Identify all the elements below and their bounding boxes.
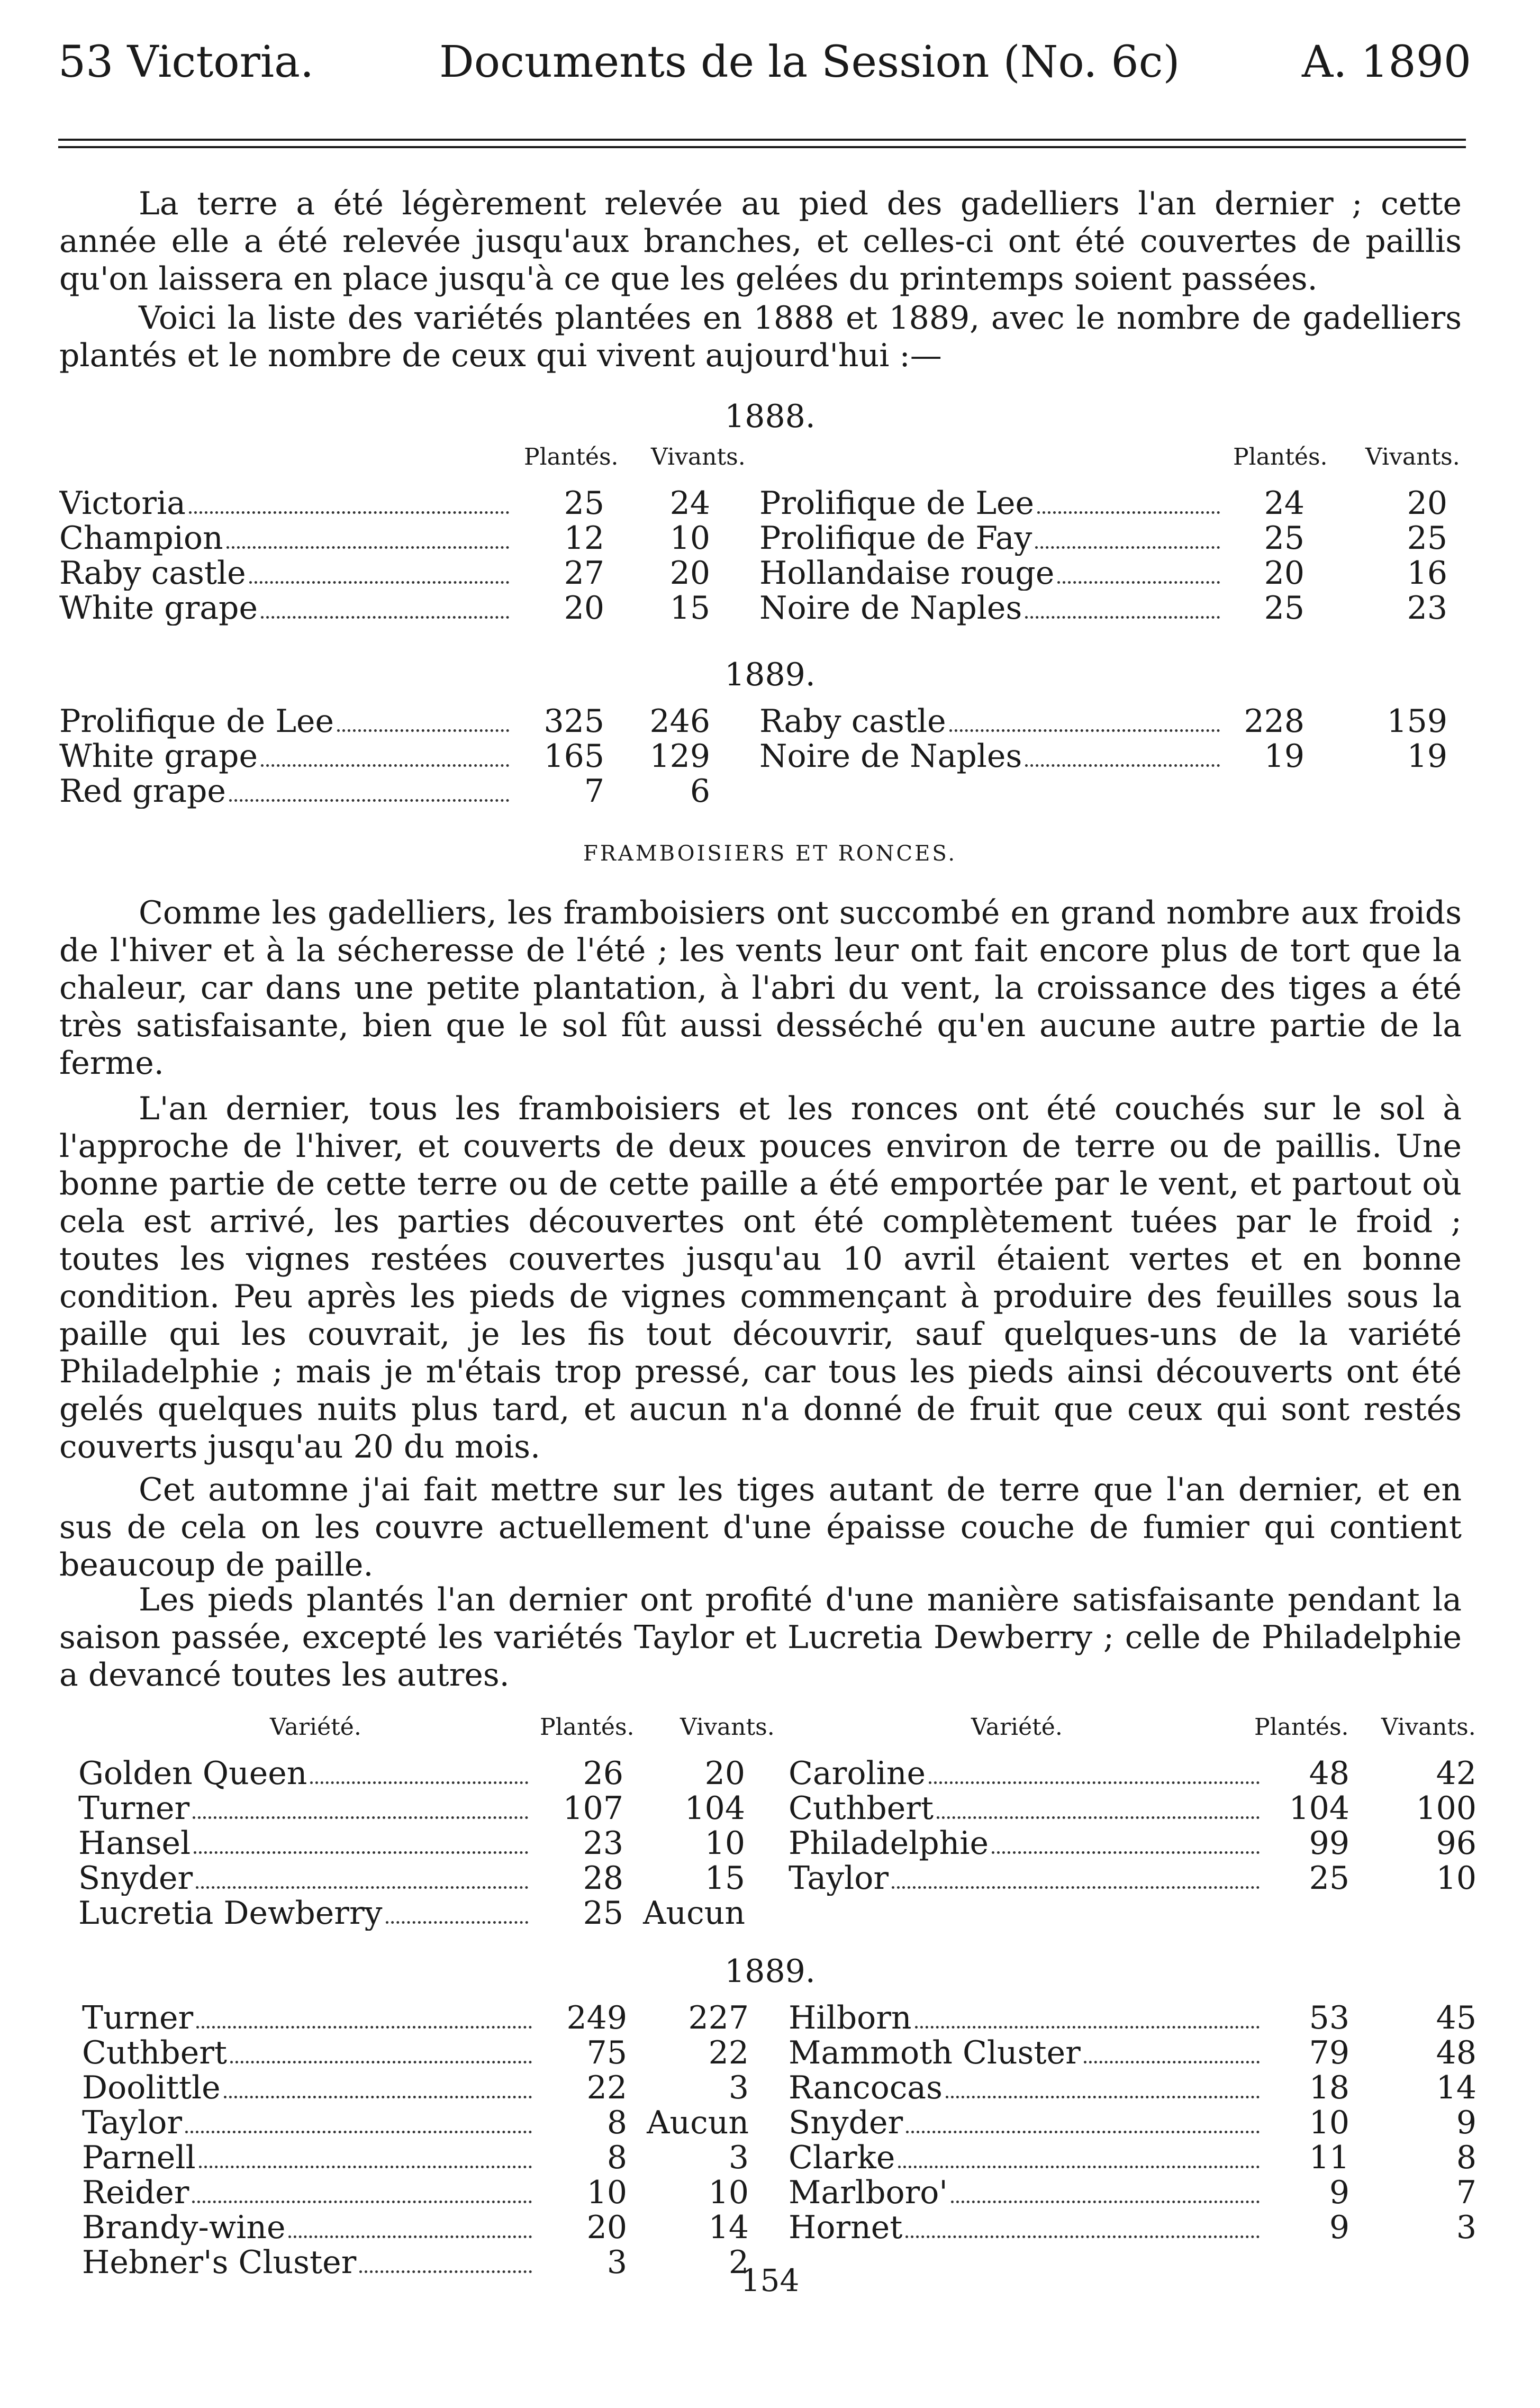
planted-value: 25 xyxy=(583,1895,623,1932)
planted-value: 8 xyxy=(606,2139,627,2176)
variety-cell xyxy=(789,2175,1275,2210)
variety-name: Victoria xyxy=(59,486,189,521)
variety-cell xyxy=(789,2140,1275,2175)
dot-leader xyxy=(1057,581,1220,584)
variety-cell xyxy=(59,591,525,626)
variety-name: Prolifique de Lee xyxy=(59,704,337,739)
variety-cell xyxy=(82,2000,548,2035)
table-row xyxy=(78,1861,745,1896)
section-title: FRAMBOISIERS ET RONCES. xyxy=(583,841,957,866)
variety-name: Snyder xyxy=(78,1861,196,1896)
col-planted-left: Plantés. xyxy=(540,1714,635,1741)
table-row xyxy=(78,1756,745,1791)
dot-leader xyxy=(1037,511,1220,514)
dot-leader xyxy=(249,581,509,584)
variety-cell xyxy=(789,1791,1275,1826)
variety-name: Turner xyxy=(82,2000,196,2035)
planted-value: 26 xyxy=(583,1755,623,1792)
col-variety-right: Variété. xyxy=(971,1714,1063,1741)
dot-leader xyxy=(193,1816,528,1819)
variety-name: Rancocas xyxy=(789,2070,946,2105)
col-planted-right: Plantés. xyxy=(1254,1714,1349,1741)
table-row xyxy=(78,1896,745,1931)
planted-value: 19 xyxy=(1264,738,1305,775)
living-value: 45 xyxy=(1436,1999,1476,2036)
raspberries-b-left-table xyxy=(82,2000,749,2280)
dot-leader xyxy=(1084,2061,1260,2063)
variety-name: Hornet xyxy=(789,2210,905,2245)
table-row xyxy=(59,486,710,521)
table-row xyxy=(759,521,1447,556)
table-row xyxy=(78,1791,745,1826)
variety-name: Lucretia Dewberry xyxy=(78,1896,386,1931)
planted-value: 9 xyxy=(1329,2174,1349,2211)
living-value: Aucun xyxy=(643,1895,745,1932)
living-value: 3 xyxy=(728,2139,749,2176)
col-living-left-1888: Vivants. xyxy=(651,443,746,470)
living-value: 19 xyxy=(1407,738,1447,775)
variety-cell xyxy=(789,2000,1275,2035)
table-row xyxy=(59,521,710,556)
variety-cell xyxy=(59,486,525,521)
variety-cell xyxy=(789,2210,1275,2245)
paragraph-6 xyxy=(59,1581,1462,1694)
table-row xyxy=(78,1826,745,1861)
currants-1889-right-table xyxy=(759,704,1447,774)
variety-cell xyxy=(759,704,1236,739)
dot-leader xyxy=(229,799,509,802)
table-row xyxy=(759,591,1447,626)
table-row xyxy=(59,739,710,774)
living-value: 10 xyxy=(1436,1860,1476,1897)
planted-value: 25 xyxy=(1309,1860,1349,1897)
dot-leader xyxy=(1035,546,1220,549)
living-value: 14 xyxy=(708,2209,749,2246)
col-living-right: Vivants. xyxy=(1381,1714,1476,1741)
table-row xyxy=(759,486,1447,521)
variety-name: Marlboro' xyxy=(789,2175,951,2210)
living-value: 104 xyxy=(684,1790,745,1827)
living-value: 159 xyxy=(1387,703,1447,740)
living-value: 2 xyxy=(728,2244,749,2281)
planted-value: 99 xyxy=(1309,1825,1349,1862)
variety-cell xyxy=(59,556,525,591)
variety-cell xyxy=(789,2035,1275,2070)
variety-cell xyxy=(789,2105,1275,2140)
currants-1889-left-table xyxy=(59,704,710,809)
table-row xyxy=(789,2140,1476,2175)
planted-value: 249 xyxy=(566,1999,627,2036)
table-row xyxy=(82,2140,749,2175)
table-row xyxy=(789,2035,1476,2070)
table-row xyxy=(759,739,1447,774)
page-number: 154 xyxy=(740,2262,800,2298)
dot-leader xyxy=(224,2096,532,2098)
variety-cell xyxy=(759,486,1236,521)
variety-cell xyxy=(59,774,525,809)
variety-name: Philadelphie xyxy=(789,1826,992,1861)
planted-value: 18 xyxy=(1309,2069,1349,2106)
paragraph-2 xyxy=(59,300,1462,375)
paragraph-2-text: Voici la liste des variétés plantées en 1888 et 1889, avec le nombre de gadelliers plantés et le nombre de ceux qui vivent aujourd'hui :— xyxy=(59,300,1462,374)
header-rule-top xyxy=(58,139,1466,141)
living-value: 10 xyxy=(669,520,710,557)
variety-name: Cuthbert xyxy=(82,2035,230,2070)
planted-value: 28 xyxy=(583,1860,623,1897)
variety-cell xyxy=(82,2175,548,2210)
living-value: 16 xyxy=(1407,555,1447,592)
dot-leader xyxy=(199,2166,532,2168)
variety-cell xyxy=(78,1861,544,1896)
living-value: 23 xyxy=(1407,590,1447,627)
dot-leader xyxy=(949,729,1220,732)
variety-cell xyxy=(78,1791,544,1826)
dot-leader xyxy=(192,2201,532,2203)
col-planted-left-1888: Plantés. xyxy=(524,443,619,470)
variety-cell xyxy=(759,521,1236,556)
col-living-right-1888: Vivants. xyxy=(1365,443,1460,470)
living-value: 246 xyxy=(649,703,710,740)
living-value: 100 xyxy=(1416,1790,1476,1827)
table-row xyxy=(789,1791,1476,1826)
raspberries-b-right-table xyxy=(789,2000,1476,2245)
variety-name: Prolifique de Lee xyxy=(759,486,1037,521)
table-row xyxy=(82,2105,749,2140)
variety-name: Caroline xyxy=(789,1756,929,1791)
variety-cell xyxy=(759,556,1236,591)
variety-cell xyxy=(78,1756,544,1791)
dot-leader xyxy=(1025,616,1220,619)
planted-value: 23 xyxy=(583,1825,623,1862)
header-center: Documents de la Session (No. 6c) xyxy=(439,37,1180,87)
dot-leader xyxy=(185,2131,532,2133)
planted-value: 9 xyxy=(1329,2209,1349,2246)
variety-name: Mammoth Cluster xyxy=(789,2035,1084,2070)
variety-name: Hebner's Cluster xyxy=(82,2245,359,2280)
variety-cell xyxy=(78,1896,544,1931)
dot-leader xyxy=(905,2235,1260,2238)
variety-name: Reider xyxy=(82,2175,192,2210)
planted-value: 79 xyxy=(1309,2034,1349,2071)
planted-value: 10 xyxy=(586,2174,627,2211)
variety-name: Clarke xyxy=(789,2140,898,2175)
planted-value: 10 xyxy=(1309,2104,1349,2141)
dot-leader xyxy=(261,616,509,619)
header-left: 53 Victoria. xyxy=(58,37,314,87)
table-row xyxy=(82,2210,749,2245)
table-row xyxy=(789,2070,1476,2105)
living-value: 24 xyxy=(669,485,710,522)
variety-name: Snyder xyxy=(789,2105,906,2140)
living-value: 42 xyxy=(1436,1755,1476,1792)
dot-leader xyxy=(337,729,509,732)
dot-leader xyxy=(915,2026,1260,2029)
table-row xyxy=(789,1826,1476,1861)
planted-value: 25 xyxy=(564,485,604,522)
dot-leader xyxy=(194,1851,528,1854)
table-row xyxy=(789,2105,1476,2140)
living-value: 48 xyxy=(1436,2034,1476,2071)
currants-year-1888: 1888. xyxy=(724,398,816,435)
planted-value: 53 xyxy=(1309,1999,1349,2036)
variety-cell xyxy=(82,2210,548,2245)
paragraph-4-text: L'an dernier, tous les framboisiers et les ronces ont été couchés sur le sol à l'approche de l'hiver, et couverts de deux pouces environ de terre ou de paillis. Une bonne partie de cette terre ou de cette paille a été emportée par le vent, et partout où cela est arrivé, les parties découvertes ont été complètement tuées par le froid ; toutes les vignes restées couvertes jusqu'au 10 avril étaient vertes et en bonne condition. Peu après les pieds de vignes commençant à produire des feuilles sous la paille qui les couvrait, je les fis tout découvrir, sauf quelques-uns de la variété Philadelphie ; mais je m'étais trop pressé, car tous les pieds ainsi découverts ont été gelés quelques nuits plus tard, et aucun n'a donné de fruit que ceux qui sont restés couverts jusqu'au 20 du mois. xyxy=(59,1090,1462,1465)
living-value: 20 xyxy=(704,1755,745,1792)
table-row xyxy=(789,2175,1476,2210)
raspberries-year-1889: 1889. xyxy=(724,1953,816,1990)
dot-leader xyxy=(288,2235,532,2238)
living-value: 6 xyxy=(690,773,710,810)
variety-name: White grape xyxy=(59,739,261,774)
variety-name: Hollandaise rouge xyxy=(759,556,1057,591)
planted-value: 27 xyxy=(564,555,604,592)
variety-name: Noire de Naples xyxy=(759,739,1025,774)
col-living-left: Vivants. xyxy=(680,1714,775,1741)
dot-leader xyxy=(230,2061,532,2063)
planted-value: 22 xyxy=(586,2069,627,2106)
dot-leader xyxy=(196,2026,532,2029)
table-row xyxy=(789,2000,1476,2035)
currants-1888-right-table xyxy=(759,486,1447,626)
living-value: 227 xyxy=(688,1999,749,2036)
living-value: 20 xyxy=(669,555,710,592)
planted-value: 25 xyxy=(1264,590,1305,627)
planted-value: 165 xyxy=(543,738,604,775)
dot-leader xyxy=(1025,764,1220,767)
paragraph-3-text: Comme les gadelliers, les framboisiers ont succombé en grand nombre aux froids de l'hiver et à la sécheresse de l'été ; les vents leur ont fait encore plus de tort que la chaleur, car dans une petite plantation, à l'abri du vent, la croissance des tiges a été très satisfaisante, bien que le sol fût aussi desséché qu'en aucune autre partie de la ferme. xyxy=(59,894,1462,1082)
variety-cell xyxy=(789,1826,1275,1861)
variety-name: Cuthbert xyxy=(789,1791,937,1826)
variety-name: Raby castle xyxy=(759,704,949,739)
table-row xyxy=(789,1756,1476,1791)
planted-value: 20 xyxy=(1264,555,1305,592)
planted-value: 3 xyxy=(606,2244,627,2281)
table-row xyxy=(82,2070,749,2105)
currants-1888-left-table xyxy=(59,486,710,626)
paragraph-4 xyxy=(59,1090,1462,1466)
header-rule-bottom xyxy=(58,146,1466,148)
paragraph-1-text: La terre a été légèrement relevée au pied des gadelliers l'an dernier ; cette année elle a été relevée jusqu'aux branches, et celles-ci ont été couvertes de paillis qu'on laissera en place jusqu'à ce que les gelées du printemps soient passées. xyxy=(59,185,1462,297)
variety-name: Red grape xyxy=(59,774,229,809)
table-row xyxy=(789,1861,1476,1896)
living-value: 3 xyxy=(728,2069,749,2106)
paragraph-1 xyxy=(59,185,1462,298)
dot-leader xyxy=(929,1781,1260,1784)
variety-name: Brandy-wine xyxy=(82,2210,288,2245)
variety-name: White grape xyxy=(59,591,261,626)
variety-cell xyxy=(759,591,1236,626)
living-value: 10 xyxy=(704,1825,745,1862)
raspberries-a-right-table xyxy=(789,1756,1476,1896)
variety-name: Champion xyxy=(59,521,227,556)
planted-value: 7 xyxy=(584,773,604,810)
table-row xyxy=(59,591,710,626)
planted-value: 228 xyxy=(1244,703,1305,740)
planted-value: 104 xyxy=(1289,1790,1349,1827)
variety-cell xyxy=(78,1826,544,1861)
variety-name: Taylor xyxy=(82,2105,185,2140)
variety-cell xyxy=(789,2070,1275,2105)
variety-cell xyxy=(59,521,525,556)
planted-value: 325 xyxy=(543,703,604,740)
paragraph-5 xyxy=(59,1471,1462,1584)
dot-leader xyxy=(189,511,509,514)
living-value: Aucun xyxy=(647,2104,749,2141)
table-row xyxy=(59,704,710,739)
dot-leader xyxy=(992,1851,1260,1854)
planted-value: 75 xyxy=(586,2034,627,2071)
table-row xyxy=(759,556,1447,591)
paragraph-5-text: Cet automne j'ai fait mettre sur les tiges autant de terre que l'an dernier, et en sus de cela on les couvre actuellement d'une épaisse couche de fumier qui contient beaucoup de paille. xyxy=(59,1471,1462,1583)
planted-value: 25 xyxy=(1264,520,1305,557)
living-value: 15 xyxy=(669,590,710,627)
currants-year-1889: 1889. xyxy=(724,656,816,693)
planted-value: 12 xyxy=(564,520,604,557)
dot-leader xyxy=(386,1921,528,1924)
variety-cell xyxy=(82,2105,548,2140)
living-value: 22 xyxy=(708,2034,749,2071)
planted-value: 11 xyxy=(1309,2139,1349,2176)
paragraph-3 xyxy=(59,894,1462,1082)
living-value: 15 xyxy=(704,1860,745,1897)
variety-cell xyxy=(82,2035,548,2070)
variety-name: Hansel xyxy=(78,1826,194,1861)
variety-name: Doolittle xyxy=(82,2070,224,2105)
variety-cell xyxy=(59,739,525,774)
table-row xyxy=(59,556,710,591)
raspberries-a-left-table xyxy=(78,1756,745,1931)
variety-cell xyxy=(789,1756,1275,1791)
table-row xyxy=(789,2210,1476,2245)
planted-value: 48 xyxy=(1309,1755,1349,1792)
variety-cell xyxy=(82,2140,548,2175)
dot-leader xyxy=(227,546,509,549)
living-value: 129 xyxy=(649,738,710,775)
living-value: 20 xyxy=(1407,485,1447,522)
table-row xyxy=(759,704,1447,739)
variety-name: Taylor xyxy=(789,1861,892,1896)
planted-value: 107 xyxy=(563,1790,623,1827)
living-value: 25 xyxy=(1407,520,1447,557)
dot-leader xyxy=(310,1781,528,1784)
table-row xyxy=(82,2000,749,2035)
planted-value: 20 xyxy=(564,590,604,627)
dot-leader xyxy=(898,2166,1260,2168)
variety-name: Prolifique de Fay xyxy=(759,521,1035,556)
dot-leader xyxy=(951,2201,1260,2203)
variety-cell xyxy=(759,739,1236,774)
variety-cell xyxy=(789,1861,1275,1896)
living-value: 10 xyxy=(708,2174,749,2211)
planted-value: 24 xyxy=(1264,485,1305,522)
variety-name: Turner xyxy=(78,1791,193,1826)
variety-name: Hilborn xyxy=(789,2000,915,2035)
planted-value: 8 xyxy=(606,2104,627,2141)
dot-leader xyxy=(937,1816,1260,1819)
living-value: 96 xyxy=(1436,1825,1476,1862)
living-value: 9 xyxy=(1456,2104,1476,2141)
variety-cell xyxy=(59,704,525,739)
planted-value: 20 xyxy=(586,2209,627,2246)
table-row xyxy=(59,774,710,809)
table-row xyxy=(82,2175,749,2210)
living-value: 14 xyxy=(1436,2069,1476,2106)
col-variety-left: Variété. xyxy=(270,1714,361,1741)
variety-name: Golden Queen xyxy=(78,1756,310,1791)
table-row xyxy=(82,2035,749,2070)
col-planted-right-1888: Plantés. xyxy=(1233,443,1328,470)
header-right: A. 1890 xyxy=(1302,37,1472,87)
variety-name: Raby castle xyxy=(59,556,249,591)
paragraph-6-text: Les pieds plantés l'an dernier ont profité d'une manière satisfaisante pendant la saison passée, excepté les variétés Taylor et Lucretia Dewberry ; celle de Philadelphie a devancé toutes les autres. xyxy=(59,1581,1462,1694)
dot-leader xyxy=(261,764,509,767)
dot-leader xyxy=(946,2096,1260,2098)
variety-name: Parnell xyxy=(82,2140,199,2175)
living-value: 3 xyxy=(1456,2209,1476,2246)
variety-name: Noire de Naples xyxy=(759,591,1025,626)
dot-leader xyxy=(906,2131,1260,2133)
dot-leader xyxy=(892,1886,1260,1889)
dot-leader xyxy=(196,1886,528,1889)
living-value: 7 xyxy=(1456,2174,1476,2211)
variety-cell xyxy=(82,2070,548,2105)
living-value: 8 xyxy=(1456,2139,1476,2176)
